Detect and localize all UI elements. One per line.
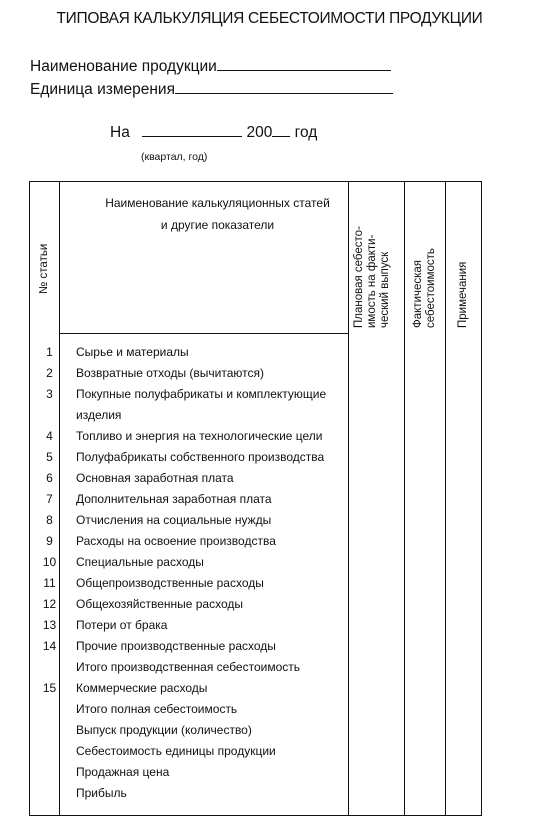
row-number: 5 [46, 450, 53, 464]
table-row [30, 720, 483, 741]
row-label: Основная заработная плата [76, 471, 234, 485]
table-row [30, 615, 483, 636]
header-num: № статьи [38, 243, 50, 294]
row-number: 9 [46, 534, 53, 548]
period-year: 200 [246, 124, 273, 141]
table-row [30, 531, 483, 552]
table-row [30, 741, 483, 762]
table-row [30, 762, 483, 783]
row-number: 10 [42, 555, 57, 569]
row-number: 2 [46, 366, 53, 380]
row-label: изделия [76, 408, 122, 422]
table-row [30, 468, 483, 489]
row-label: Специальные расходы [76, 555, 204, 569]
row-label: Сырье и материалы [76, 345, 189, 359]
row-number: 12 [42, 597, 57, 611]
table-row [30, 657, 483, 678]
row-number: 11 [43, 576, 56, 590]
row-number: 7 [46, 492, 53, 506]
table-row [30, 384, 483, 405]
product-name-field [30, 58, 391, 76]
header-divider [59, 333, 348, 334]
row-label: Продажная цена [76, 765, 170, 779]
table-row [30, 405, 483, 426]
table-row [30, 489, 483, 510]
period-sublabel: (квартал, год) [141, 151, 208, 163]
page-title: ТИПОВАЯ КАЛЬКУЛЯЦИЯ СЕБЕСТОИМОСТИ ПРОДУКЦИИ [56, 10, 483, 27]
header-name: Наименование калькуляционных статей и другие показатели [105, 196, 330, 232]
period-suffix: год [294, 124, 318, 141]
row-label: Прибыль [76, 786, 127, 800]
product-name-blank[interactable] [217, 58, 391, 71]
table-row [30, 342, 483, 363]
row-label: Расходы на освоение производства [76, 534, 276, 548]
period-prefix: На [110, 124, 130, 141]
header-planned: Плановая себесто- имость на факти- ческий выпуск [353, 226, 391, 328]
row-label: Дополнительная заработная плата [76, 492, 272, 506]
row-number: 3 [46, 387, 53, 401]
row-number: 14 [42, 639, 57, 653]
table-row [30, 510, 483, 531]
product-name-label: Наименование продукции [30, 58, 217, 75]
row-label: Топливо и энергия на технологические цели [76, 429, 323, 443]
row-number: 6 [46, 471, 53, 485]
table-row [30, 363, 483, 384]
table-row [30, 594, 483, 615]
row-label: Итого полная себестоимость [76, 702, 238, 716]
row-label: Покупные полуфабрикаты и комплектующие [76, 387, 327, 401]
table-row [30, 678, 483, 699]
table-row [30, 783, 483, 804]
row-number: 13 [42, 618, 57, 632]
table-row [30, 699, 483, 720]
calculation-table [29, 181, 482, 816]
table-row [30, 552, 483, 573]
year-blank[interactable] [272, 124, 290, 137]
row-number: 8 [46, 513, 53, 527]
period-blank[interactable] [142, 124, 242, 137]
row-label: Общехозяйственные расходы [76, 597, 244, 611]
unit-field [30, 81, 393, 99]
table-row [30, 447, 483, 468]
unit-label: Единица измерения [30, 81, 175, 98]
table-row [30, 573, 483, 594]
row-label: Итого производственная себестоимость [76, 660, 301, 674]
row-label: Прочие производственные расходы [76, 639, 276, 653]
row-label: Возвратные отходы (вычитаются) [76, 366, 264, 380]
row-label: Выпуск продукции (количество) [76, 723, 252, 737]
row-number: 4 [46, 429, 53, 443]
row-label: Отчисления на социальные нужды [76, 513, 272, 527]
row-number: 15 [42, 681, 57, 695]
row-label: Себестоимость единицы продукции [76, 744, 276, 758]
table-row [30, 426, 483, 447]
row-label: Полуфабрикаты собственного производства [76, 450, 325, 464]
period-line [110, 124, 317, 142]
table-row [30, 636, 483, 657]
row-label: Общепроизводственные расходы [76, 576, 264, 590]
row-label: Коммерческие расходы [76, 681, 208, 695]
row-label: Потери от брака [76, 618, 168, 632]
table-body [30, 342, 483, 804]
header-notes: Примечания [457, 261, 469, 328]
header-actual: Фактическая себестоимость [412, 248, 437, 328]
row-number: 1 [46, 345, 53, 359]
unit-blank[interactable] [175, 81, 393, 94]
